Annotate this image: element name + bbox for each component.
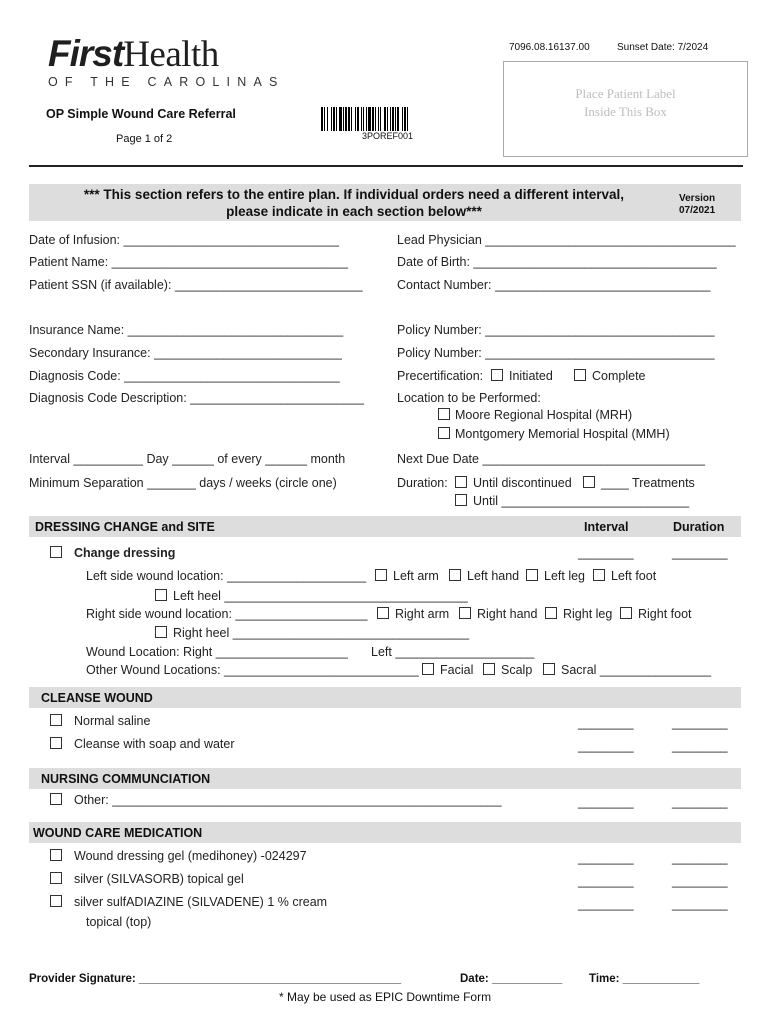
other-wound-locations-field[interactable]: Other Wound Locations: ____________________________ (86, 663, 419, 677)
change-dressing-checkbox[interactable] (50, 546, 62, 558)
change-dressing-interval[interactable]: ________ (578, 546, 634, 560)
firsthealth-logo: FirstHealth (48, 33, 219, 75)
barcode (321, 107, 458, 131)
next-due-date-field[interactable]: Next Due Date ________________________________ (397, 452, 705, 466)
silvadene-route: topical (top) (86, 915, 152, 929)
duration-label: Duration: (397, 476, 448, 490)
wound-location-right-field[interactable]: Wound Location: Right ___________________ (86, 645, 348, 659)
plan-banner (29, 184, 741, 221)
barcode-text: 3POREF001 (362, 131, 414, 141)
left-leg-label: Left leg (544, 569, 586, 583)
medihoney-checkbox[interactable] (50, 849, 62, 861)
soap-water-interval[interactable]: ________ (578, 739, 634, 753)
treatments-field[interactable]: ____ Treatments (601, 476, 695, 490)
scalp-label: Scalp (501, 663, 533, 677)
right-leg-label: Right leg (563, 607, 613, 621)
medihoney-interval[interactable]: ________ (578, 851, 634, 865)
insurance-name-field[interactable]: Insurance Name: _______________________________ (29, 323, 344, 337)
contact-number-field[interactable]: Contact Number: _______________________________ (397, 278, 711, 292)
sacral-checkbox[interactable] (543, 663, 555, 675)
left-arm-label: Left arm (393, 569, 439, 583)
form-id: 7096.08.16137.00 (509, 42, 590, 53)
header-divider (29, 165, 743, 167)
normal-saline-checkbox[interactable] (50, 714, 62, 726)
nursing-interval[interactable]: ________ (578, 795, 634, 809)
precert-initiated-label: Initiated (509, 369, 553, 383)
silvasorb-label: silver (SILVASORB) topical gel (74, 872, 244, 886)
date-of-birth-field[interactable]: Date of Birth: ___________________________________ (397, 255, 717, 269)
silvadene-checkbox[interactable] (50, 895, 62, 907)
right-foot-checkbox[interactable] (620, 607, 632, 619)
right-arm-checkbox[interactable] (377, 607, 389, 619)
sunset-date: Sunset Date: 7/2024 (617, 42, 709, 53)
change-dressing-label: Change dressing (74, 546, 176, 560)
left-hand-checkbox[interactable] (449, 569, 461, 581)
right-hand-checkbox[interactable] (459, 607, 471, 619)
secondary-insurance-field[interactable]: Secondary Insurance: ___________________________ (29, 346, 342, 360)
medihoney-label: Wound dressing gel (medihoney) -024297 (74, 849, 307, 863)
precertification-label: Precertification: (397, 369, 484, 383)
silvasorb-duration[interactable]: ________ (672, 874, 728, 888)
left-hand-label: Left hand (467, 569, 520, 583)
patient-ssn-field[interactable]: Patient SSN (if available): ___________________________ (29, 278, 363, 292)
facial-checkbox[interactable] (422, 663, 434, 675)
silvadene-duration[interactable]: ________ (672, 897, 728, 911)
right-foot-label: Right foot (638, 607, 692, 621)
nursing-other-checkbox[interactable] (50, 793, 62, 805)
interval-column-label: Interval (584, 520, 629, 534)
silvasorb-interval[interactable]: ________ (578, 874, 634, 888)
wound-location-left-field[interactable]: Left ____________________ (371, 645, 535, 659)
dressing-section-header (29, 516, 741, 537)
scalp-checkbox[interactable] (483, 663, 495, 675)
right-hand-label: Right hand (477, 607, 538, 621)
left-heel-checkbox[interactable] (155, 589, 167, 601)
facial-label: Facial (440, 663, 474, 677)
normal-saline-interval[interactable]: ________ (578, 716, 634, 730)
policy-number-field[interactable]: Policy Number: _________________________________ (397, 323, 715, 337)
page-number: Page 1 of 2 (116, 133, 173, 145)
right-heel-checkbox[interactable] (155, 626, 167, 638)
left-foot-label: Left foot (611, 569, 657, 583)
right-leg-checkbox[interactable] (545, 607, 557, 619)
until-checkbox[interactable] (455, 494, 467, 506)
nursing-section-header (29, 768, 741, 789)
provider-signature-field[interactable]: Provider Signature: _________________________________________ (29, 973, 402, 985)
right-side-location-field[interactable]: Right side wound location: ___________________ (86, 607, 368, 621)
nursing-other-field[interactable]: Other: ________________________________________________________ (74, 793, 502, 807)
until-discontinued-label: Until discontinued (473, 476, 572, 490)
treatments-checkbox[interactable] (583, 476, 595, 488)
moore-checkbox[interactable] (438, 408, 450, 420)
moore-label: Moore Regional Hospital (MRH) (455, 408, 633, 422)
normal-saline-label: Normal saline (74, 714, 151, 728)
medication-header-label: WOUND CARE MEDICATION (33, 826, 203, 840)
barcode-bar (408, 107, 410, 131)
nursing-duration[interactable]: ________ (672, 795, 728, 809)
interval-field[interactable]: Interval __________ Day ______ of every ______ month (29, 452, 346, 466)
diagnosis-code-field[interactable]: Diagnosis Code: _______________________________ (29, 369, 340, 383)
right-heel-field[interactable]: Right heel __________________________________ (173, 626, 470, 640)
lead-physician-field[interactable]: Lead Physician ____________________________________ (397, 233, 736, 247)
montgomery-label: Montgomery Memorial Hospital (MMH) (455, 427, 670, 441)
nursing-header-label: NURSING COMMUNCIATION (41, 772, 211, 786)
sacral-field[interactable]: Sacral ________________ (561, 663, 712, 677)
banner-line-2: please indicate in each section below*** (226, 204, 482, 219)
dressing-header-label: DRESSING CHANGE and SITE (35, 520, 215, 534)
change-dressing-duration[interactable]: ________ (672, 546, 728, 560)
precert-complete-checkbox[interactable] (574, 369, 586, 381)
patient-label-box (503, 61, 748, 157)
normal-saline-duration[interactable]: ________ (672, 716, 728, 730)
patient-label-text: Place Patient Label Inside This Box (575, 86, 676, 119)
silvadene-label: silver sulfADIAZINE (SILVADENE) 1 % cream (74, 895, 328, 909)
cleanse-header-label: CLEANSE WOUND (41, 691, 153, 705)
location-label: Location to be Performed: (397, 391, 541, 405)
montgomery-checkbox[interactable] (438, 427, 450, 439)
left-arm-checkbox[interactable] (375, 569, 387, 581)
until-discontinued-checkbox[interactable] (455, 476, 467, 488)
left-leg-checkbox[interactable] (526, 569, 538, 581)
secondary-policy-number-field[interactable]: Policy Number: _________________________________ (397, 346, 715, 360)
signature-date-field[interactable]: Date: ___________ (460, 973, 563, 985)
silvasorb-checkbox[interactable] (50, 872, 62, 884)
medication-section-header (29, 822, 741, 843)
minimum-separation-field[interactable]: Minimum Separation _______ days / weeks (circle one) (29, 476, 337, 490)
precert-initiated-checkbox[interactable] (491, 369, 503, 381)
diagnosis-description-field[interactable]: Diagnosis Code Description: _________________________ (29, 391, 364, 405)
duration-column-label: Duration (673, 520, 725, 534)
silvadene-interval[interactable]: ________ (578, 897, 634, 911)
left-heel-field[interactable]: Left heel ___________________________________ (173, 589, 468, 603)
version-date: 07/2021 (679, 205, 716, 216)
signature-time-field[interactable]: Time: ____________ (589, 973, 700, 985)
precert-complete-label: Complete (592, 369, 646, 383)
right-arm-label: Right arm (395, 607, 450, 621)
cleanse-section-header (29, 687, 741, 708)
until-field[interactable]: Until ___________________________ (473, 494, 690, 508)
medihoney-duration[interactable]: ________ (672, 851, 728, 865)
soap-water-label: Cleanse with soap and water (74, 737, 235, 751)
form-title: OP Simple Wound Care Referral (46, 107, 236, 121)
soap-water-checkbox[interactable] (50, 737, 62, 749)
left-side-location-field[interactable]: Left side wound location: ____________________ (86, 569, 367, 583)
soap-water-duration[interactable]: ________ (672, 739, 728, 753)
downtime-note: * May be used as EPIC Downtime Form (279, 990, 492, 1004)
version-label: Version (679, 193, 716, 204)
left-foot-checkbox[interactable] (593, 569, 605, 581)
banner-line-1: *** This section refers to the entire plan. If individual orders need a different interval, (83, 187, 625, 202)
logo-subtitle: OF THE CAROLINAS (48, 75, 285, 89)
date-of-infusion-field[interactable]: Date of Infusion: _______________________________ (29, 233, 340, 247)
patient-name-field[interactable]: Patient Name: __________________________________ (29, 255, 349, 269)
